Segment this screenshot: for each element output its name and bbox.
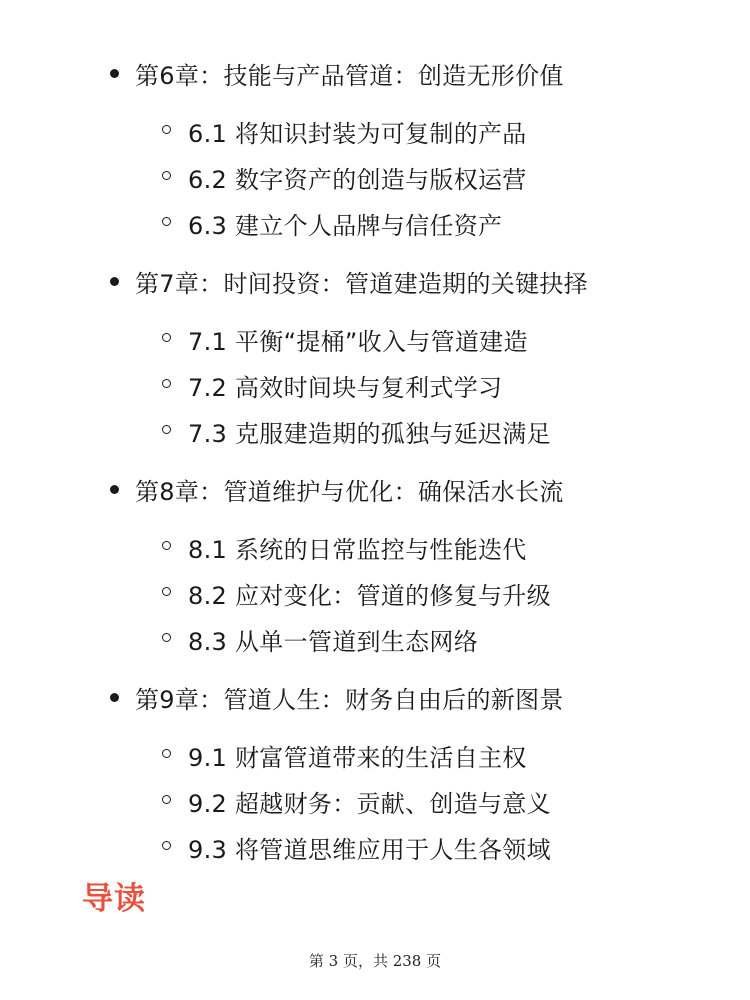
section-title: 9.1 财富管道带来的生活自主权: [188, 743, 527, 772]
bullet-circle-icon: [162, 841, 171, 850]
section-title: 7.2 高效时间块与复利式学习: [188, 373, 503, 402]
bullet-circle-icon: [162, 425, 171, 434]
section-list: [0, 108, 750, 246]
chapter-8: [0, 466, 750, 662]
section-heading-introduction: 导读: [82, 881, 146, 917]
section-title: 6.2 数字资产的创造与版权运营: [188, 165, 527, 194]
section-item: [0, 154, 750, 200]
section-title: 7.3 克服建造期的孤独与延迟满足: [188, 419, 551, 448]
chapter-item: [0, 466, 750, 512]
table-of-contents: [0, 50, 750, 870]
section-item: [0, 200, 750, 246]
section-title: 7.1 平衡“提桶”收入与管道建造: [188, 327, 528, 356]
chapter-9: [0, 674, 750, 870]
chapter-7: [0, 258, 750, 454]
section-title: 8.1 系统的日常监控与性能迭代: [188, 535, 527, 564]
bullet-circle-icon: [162, 125, 171, 134]
section-item: [0, 570, 750, 616]
section-item: [0, 824, 750, 870]
section-list: [0, 316, 750, 454]
chapter-title: 第9章：管道人生：财务自由后的新图景: [135, 685, 564, 714]
bullet-circle-icon: [162, 217, 171, 226]
section-item: [0, 108, 750, 154]
section-item: [0, 524, 750, 570]
bullet-circle-icon: [162, 541, 171, 550]
bullet-circle-icon: [162, 333, 171, 342]
bullet-circle-icon: [162, 379, 171, 388]
chapter-title: 第8章：管道维护与优化：确保活水长流: [135, 477, 564, 506]
section-item: [0, 362, 750, 408]
bullet-circle-icon: [162, 171, 171, 180]
section-title: 8.3 从单一管道到生态网络: [188, 627, 478, 656]
section-title: 9.2 超越财务：贡献、创造与意义: [188, 789, 551, 818]
section-item: [0, 778, 750, 824]
section-item: [0, 408, 750, 454]
bullet-disc-icon: [110, 693, 119, 702]
bullet-circle-icon: [162, 749, 171, 758]
bullet-circle-icon: [162, 795, 171, 804]
page-number-footer: 第 3 页，共 238 页: [308, 952, 442, 970]
section-title: 9.3 将管道思维应用于人生各领域: [188, 835, 551, 864]
chapter-6: [0, 50, 750, 246]
chapter-title: 第7章：时间投资：管道建造期的关键抉择: [135, 269, 588, 298]
chapter-item: [0, 50, 750, 96]
section-title: 8.2 应对变化：管道的修复与升级: [188, 581, 551, 610]
section-item: [0, 732, 750, 778]
chapter-item: [0, 258, 750, 304]
chapter-title: 第6章：技能与产品管道：创造无形价值: [135, 61, 564, 90]
bullet-disc-icon: [110, 485, 119, 494]
section-list: [0, 732, 750, 870]
bullet-disc-icon: [110, 69, 119, 78]
section-title: 6.3 建立个人品牌与信任资产: [188, 211, 503, 240]
section-item: [0, 316, 750, 362]
bullet-circle-icon: [162, 633, 171, 642]
section-item: [0, 616, 750, 662]
bullet-circle-icon: [162, 587, 171, 596]
section-list: [0, 524, 750, 662]
section-title: 6.1 将知识封装为可复制的产品: [188, 119, 527, 148]
chapter-item: [0, 674, 750, 720]
bullet-disc-icon: [110, 277, 119, 286]
